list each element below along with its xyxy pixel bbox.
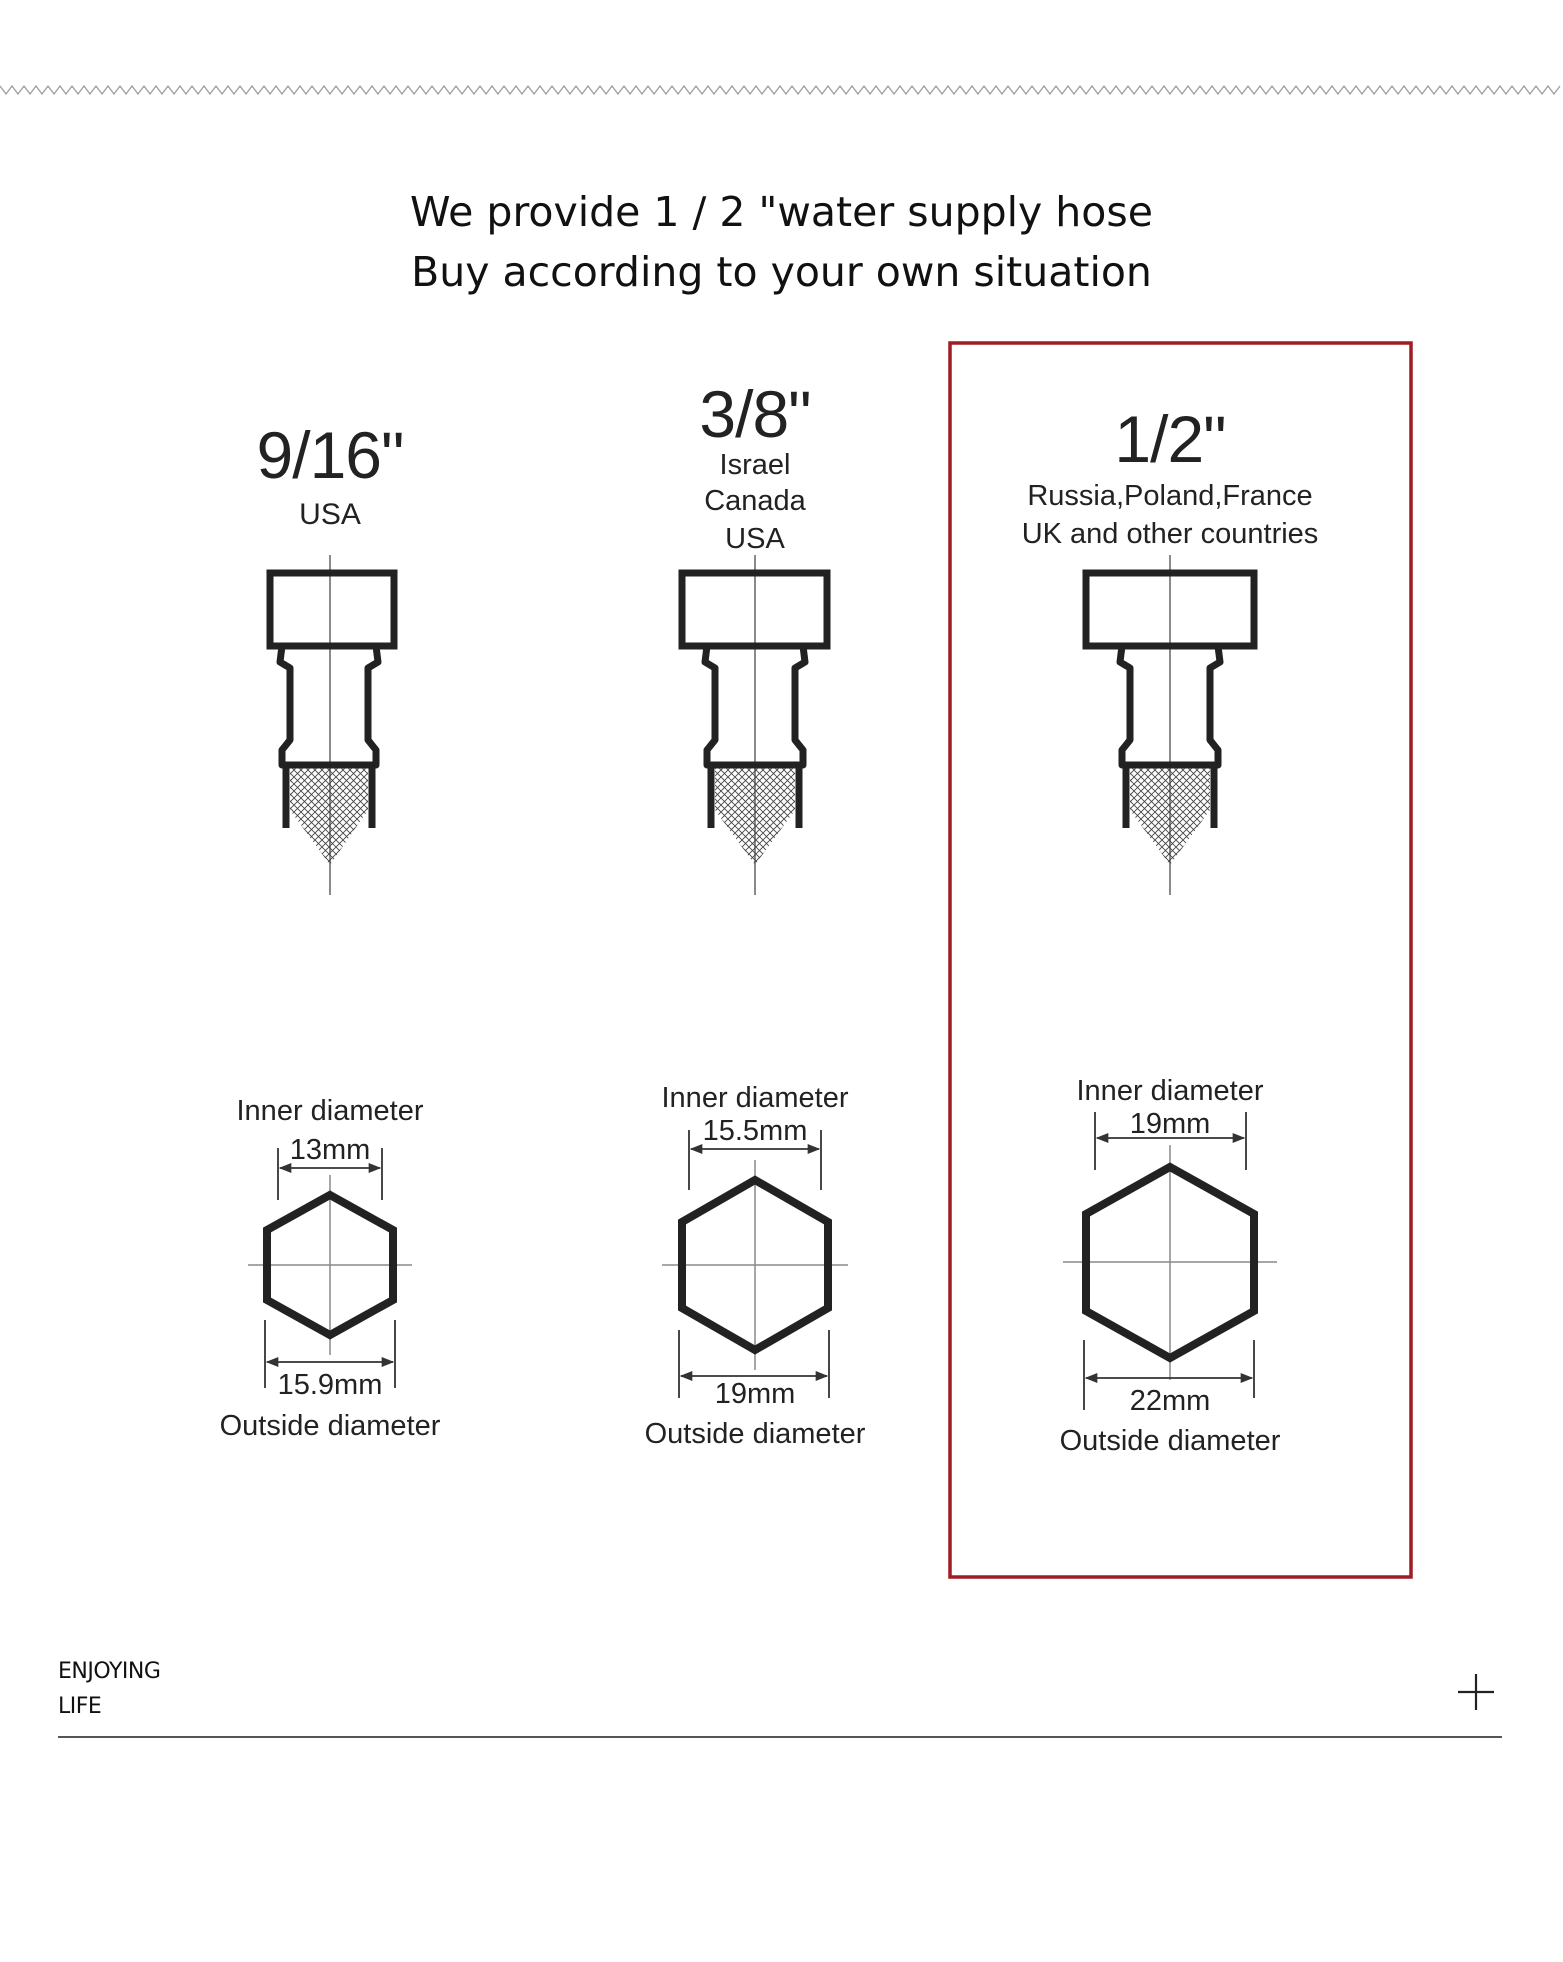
footer-brand <box>58 1654 160 1724</box>
variant-size: 9/16" <box>256 418 404 492</box>
variant-1-2 <box>1022 402 1319 1457</box>
variant-3-8 <box>645 377 866 1450</box>
variant-region: Russia,Poland,France <box>1027 480 1313 512</box>
outside-diameter-value: 22mm <box>1129 1385 1211 1417</box>
fitting-drawing <box>1086 555 1254 895</box>
hexagon-profile <box>248 1175 412 1355</box>
outside-diameter-value: 19mm <box>714 1378 796 1410</box>
variant-region: UK and other countries <box>1021 518 1319 550</box>
outside-diameter-label: Outside diameter <box>1059 1425 1281 1457</box>
headline-line-1: We provide 1 / 2 "water supply hose <box>410 188 1153 236</box>
variant-9-16 <box>220 418 441 1442</box>
inner-diameter-label: Inner diameter <box>1076 1075 1264 1107</box>
footer-brand-line-2: LIFE <box>58 1694 102 1719</box>
variant-region: Israel <box>719 449 791 481</box>
outside-diameter-label: Outside diameter <box>644 1418 866 1450</box>
outside-diameter-label: Outside diameter <box>219 1410 441 1442</box>
inner-diameter-value: 13mm <box>289 1134 371 1166</box>
variant-region: USA <box>299 498 361 531</box>
fitting-drawing <box>270 555 394 895</box>
fitting-drawing <box>682 555 827 895</box>
plus-icon[interactable] <box>1457 1673 1495 1711</box>
variant-size: 3/8" <box>699 377 811 451</box>
variant-region: USA <box>725 523 785 555</box>
footer-brand-line-1: ENJOYING <box>58 1659 161 1684</box>
inner-diameter-value: 15.5mm <box>702 1115 808 1147</box>
variant-size: 1/2" <box>1114 402 1226 476</box>
inner-diameter-label: Inner diameter <box>661 1082 849 1114</box>
inner-diameter-value: 19mm <box>1129 1108 1211 1140</box>
hexagon-profile <box>1063 1145 1277 1380</box>
variant-region: Canada <box>704 485 806 517</box>
footer-divider <box>58 1736 1502 1738</box>
hexagon-profile <box>662 1160 848 1370</box>
inner-diameter-label: Inner diameter <box>236 1095 424 1127</box>
outside-diameter-value: 15.9mm <box>277 1369 383 1401</box>
headline-line-2: Buy according to your own situation <box>411 248 1152 296</box>
